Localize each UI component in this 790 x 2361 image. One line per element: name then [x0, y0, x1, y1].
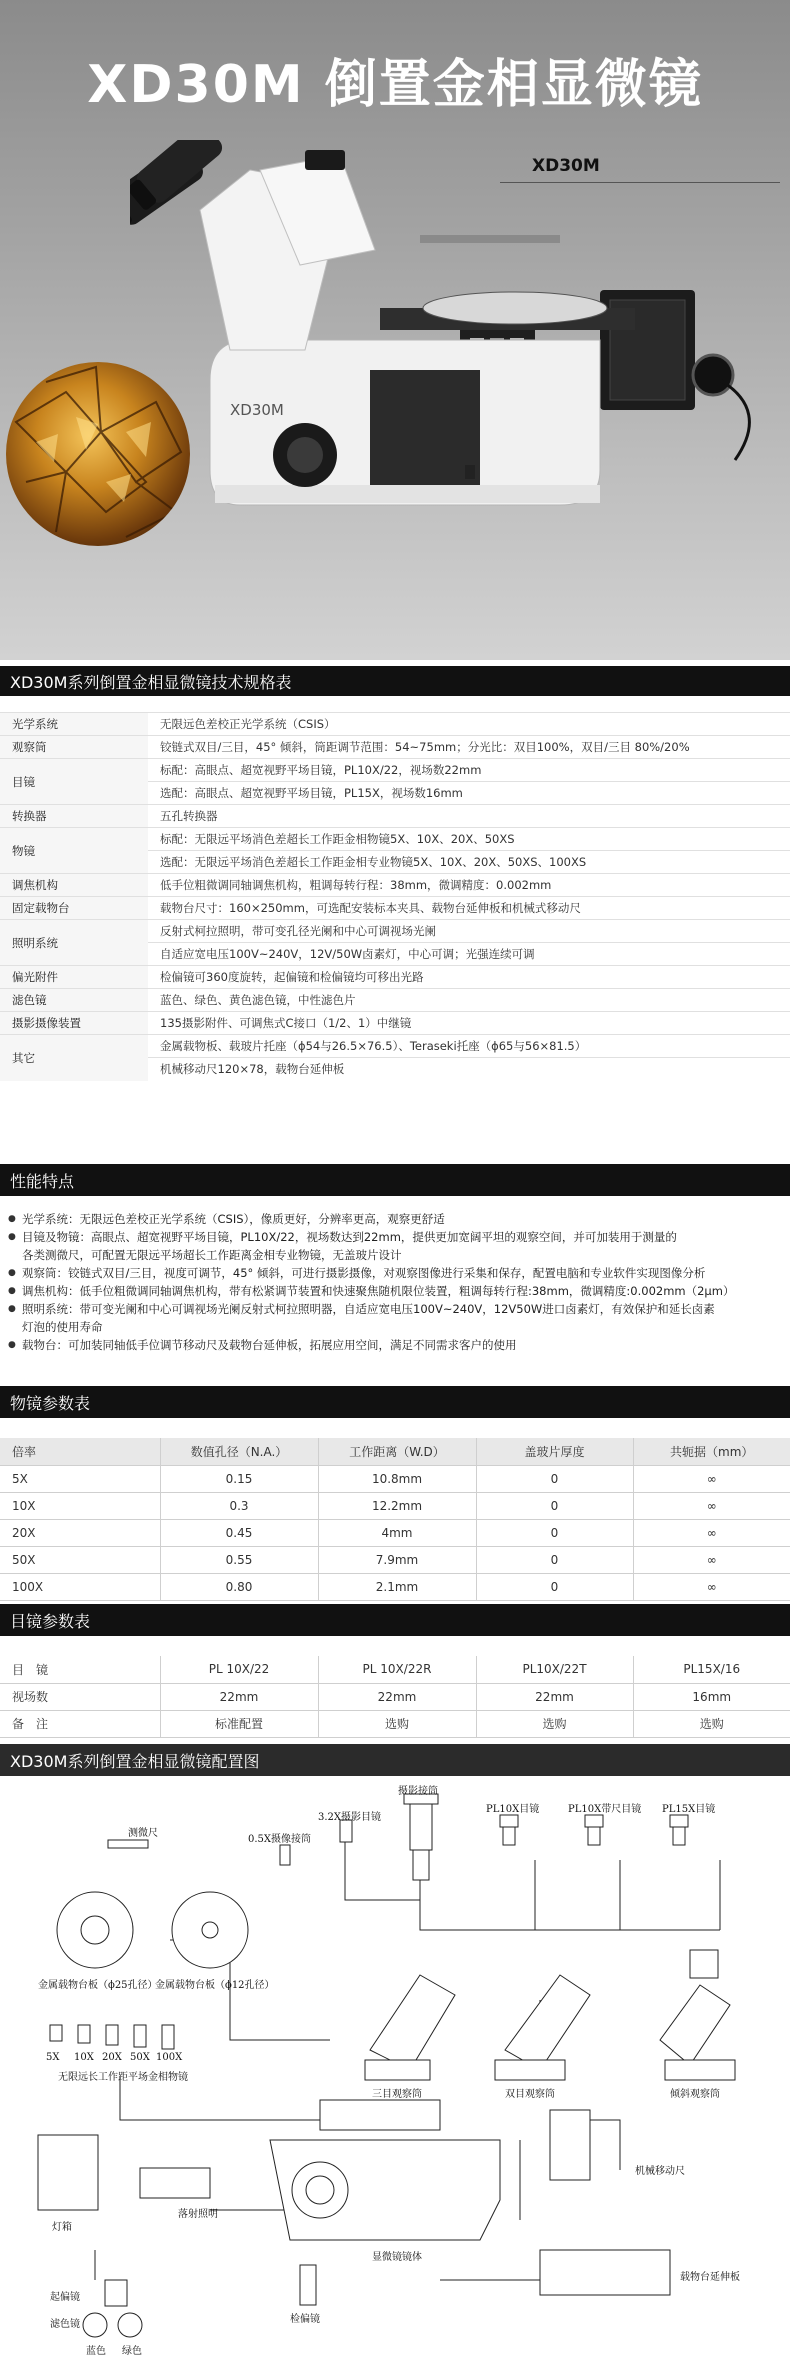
spec-value: 蓝色、绿色、黄色滤色镜，中性滤色片 — [148, 989, 790, 1012]
analyzer-label: 检偏镜 — [290, 2314, 320, 2325]
table-cell: 0 — [476, 1519, 633, 1546]
eyepieces-heading-bar — [0, 1604, 790, 1636]
trinocular-tube-label: 三目观察筒 — [372, 2089, 422, 2100]
spec-value: 机械移动尺120×78，载物台延伸板 — [148, 1058, 790, 1081]
objectives-caption: 无限远长工作距平场金相物镜 — [58, 2072, 188, 2083]
table-cell: 10X — [0, 1492, 160, 1519]
stage-plate-25-label: 金属载物台板（ϕ25孔径） — [38, 1980, 158, 1991]
column-header: 共轭据（mm） — [633, 1438, 790, 1465]
spec-key: 滤色镜 — [0, 989, 148, 1012]
column-header: 数值孔径（N.A.） — [160, 1438, 318, 1465]
feature-item: ● 观察筒：铰链式双目/三目，视度可调节，45° 倾斜，可进行摄影摄像，对观察图像进行采集和保存，配置电脑和专业软件实现图像分析 — [8, 1264, 788, 1282]
spec-row — [0, 713, 790, 736]
stage-extension-label: 载物台延伸板 — [680, 2272, 740, 2283]
table-cell: 标准配置 — [160, 1710, 318, 1737]
table-cell: 0.3 — [160, 1492, 318, 1519]
spec-key: 固定载物台 — [0, 897, 148, 920]
binocular-tube-label: 双目观察筒 — [505, 2089, 555, 2100]
column-header: 工作距离（W.D） — [318, 1438, 476, 1465]
table-cell: 20X — [0, 1519, 160, 1546]
features-list — [8, 1210, 788, 1354]
feature-item: ● 调焦机构：低手位粗微调同轴调焦机构，带有松紧调节装置和快速聚焦随机限位装置，粗调每转行程:38mm，微调精度:0.002mm（2μm） — [8, 1282, 788, 1300]
camera-eyepiece-label: 3.2X摄影目镜 — [318, 1812, 382, 1823]
table-cell: 22mm — [476, 1683, 633, 1710]
spec-value: 五孔转换器 — [148, 805, 790, 828]
column-header: PL 10X/22R — [318, 1656, 476, 1683]
spec-row — [0, 989, 790, 1012]
feature-item: ● 载物台：可加装同轴低手位调节移动尺及载物台延伸板，拓展应用空间，满足不同需求客户的使用 — [8, 1336, 788, 1354]
feature-item: ● 照明系统：带可变光阑和中心可调视场光阑反射式柯拉照明器，自适应宽电压100V~240V，12V50W进口卤素灯，有效保护和延长卤素 — [8, 1300, 788, 1318]
spec-key: 物镜 — [0, 828, 148, 874]
spec-value: 标配：无限远平场消色差超长工作距金相物镜5X、10X、20X、50XS — [148, 828, 790, 851]
config-heading: XD30M系列倒置金相显微镜配置图 — [10, 1751, 260, 1771]
table-row — [0, 1546, 790, 1573]
spec-value: 选配：高眼点、超宽视野平场目镜，PL15X，视场数16mm — [148, 782, 790, 805]
spec-key: 其它 — [0, 1035, 148, 1081]
spec-row — [0, 759, 790, 782]
spec-value: 自适应宽电压100V~240V，12V/50W卤素灯，中心可调；光强连续可调 — [148, 943, 790, 966]
objective-10x-label: 10X — [74, 2052, 94, 2063]
spec-table — [0, 712, 790, 1081]
table-cell: 0.15 — [160, 1465, 318, 1492]
objective-100x-label: 100X — [156, 2052, 183, 2063]
microscope-illustration — [130, 140, 770, 560]
table-header-row — [0, 1438, 790, 1465]
polarizer-label: 起偏镜 — [50, 2292, 80, 2303]
table-cell: 2.1mm — [318, 1573, 476, 1600]
spec-row — [0, 920, 790, 943]
table-cell: 选购 — [476, 1710, 633, 1737]
table-cell: 0.80 — [160, 1573, 318, 1600]
eyepiece-pl10r-label: PL10X带尺目镜 — [568, 1804, 642, 1815]
column-header: PL10X/22T — [476, 1656, 633, 1683]
spec-key: 摄影摄像装置 — [0, 1012, 148, 1035]
column-header: 盖玻片厚度 — [476, 1438, 633, 1465]
column-header: 目 镜 — [0, 1656, 160, 1683]
objective-50x-label: 50X — [130, 2052, 150, 2063]
feature-item-continued: 灯泡的使用寿命 — [22, 1320, 103, 1334]
spec-key: 目镜 — [0, 759, 148, 805]
micrometer-label: 测微尺 — [128, 1828, 158, 1839]
spec-row — [0, 1012, 790, 1035]
camera-adapter-label: 0.5X摄像接筒 — [248, 1834, 312, 1845]
column-header: PL 10X/22 — [160, 1656, 318, 1683]
spec-row — [0, 1035, 790, 1058]
feature-item: ● 光学系统：无限远色差校正光学系统（CSIS），像质更好，分辨率更高，观察更舒适 — [8, 1210, 788, 1228]
spec-row — [0, 874, 790, 897]
green-filter-label: 绿色 — [122, 2346, 142, 2357]
table-cell: 5X — [0, 1465, 160, 1492]
objective-20x-label: 20X — [102, 2052, 122, 2063]
objectives-heading: 物镜参数表 — [10, 1393, 91, 1413]
table-cell: 12.2mm — [318, 1492, 476, 1519]
spec-value: 无限远色差校正光学系统（CSIS） — [148, 713, 790, 736]
spec-heading-bar — [0, 666, 790, 696]
spec-value: 低手位粗微调同轴调焦机构，粗调每转行程：38mm，微调精度：0.002mm — [148, 874, 790, 897]
spec-row — [0, 828, 790, 851]
table-cell: ∞ — [633, 1492, 790, 1519]
table-cell: 0 — [476, 1492, 633, 1519]
table-cell: 4mm — [318, 1519, 476, 1546]
spec-heading: XD30M系列倒置金相显微镜技术规格表 — [10, 672, 292, 692]
table-cell: 视场数 — [0, 1683, 160, 1710]
table-row — [0, 1492, 790, 1519]
spec-key: 转换器 — [0, 805, 148, 828]
table-row — [0, 1519, 790, 1546]
column-header: PL15X/16 — [633, 1656, 790, 1683]
spec-value: 检偏镜可360度旋转，起偏镜和检偏镜均可移出光路 — [148, 966, 790, 989]
spec-value: 铰链式双目/三目，45° 倾斜，筒距调节范围：54~75mm；分光比：双目100%，双目/三目 80%/20% — [148, 736, 790, 759]
eyepieces-table — [0, 1656, 790, 1738]
table-cell: ∞ — [633, 1519, 790, 1546]
photo-tube-label: 摄影接筒 — [398, 1786, 438, 1797]
table-cell: 选购 — [318, 1710, 476, 1737]
hero-model-label: XD30M — [532, 156, 600, 176]
microscope-body-label: 显微镜镜体 — [372, 2252, 422, 2263]
objectives-heading-bar — [0, 1386, 790, 1418]
feature-item-continued: 各类测微尺，可配置无限远平场超长工作距离金相专业物镜，无盖玻片设计 — [22, 1248, 402, 1262]
spec-key: 照明系统 — [0, 920, 148, 966]
spec-value: 载物台尺寸：160×250mm，可选配安装标本夹具、载物台延伸板和机械式移动尺 — [148, 897, 790, 920]
body-model-text: XD30M — [230, 401, 284, 419]
filter-label: 滤色镜 — [50, 2319, 80, 2330]
eyepiece-pl10-label: PL10X目镜 — [486, 1804, 540, 1815]
tilting-tube-label: 倾斜观察筒 — [670, 2089, 720, 2100]
lamp-box-label: 灯箱 — [52, 2222, 72, 2233]
table-cell: 0 — [476, 1573, 633, 1600]
features-heading: 性能特点 — [10, 1171, 75, 1191]
objective-5x-label: 5X — [46, 2052, 60, 2063]
configuration-diagram — [0, 1780, 790, 2361]
feature-item: ● 目镜及物镜：高眼点、超宽视野平场目镜，PL10X/22，视场数达到22mm，提供更加宽阔平坦的观察空间，并可加装用于测量的 — [8, 1228, 788, 1246]
table-cell: 0.55 — [160, 1546, 318, 1573]
spec-value: 选配：无限远平场消色差超长工作距金相专业物镜5X、10X、20X、50XS、100XS — [148, 851, 790, 874]
product-title: XD30M 倒置金相显微镜 — [87, 55, 703, 115]
table-cell: 10.8mm — [318, 1465, 476, 1492]
table-cell: 备 注 — [0, 1710, 160, 1737]
table-cell: 22mm — [318, 1683, 476, 1710]
table-cell: 选购 — [633, 1710, 790, 1737]
table-cell: 0 — [476, 1465, 633, 1492]
koehler-illuminator-label: 落射照明 — [178, 2209, 218, 2220]
table-cell: 50X — [0, 1546, 160, 1573]
table-cell: 7.9mm — [318, 1546, 476, 1573]
table-row — [0, 1573, 790, 1600]
table-row — [0, 1465, 790, 1492]
spec-key: 偏光附件 — [0, 966, 148, 989]
hero-banner — [0, 0, 790, 660]
table-cell: ∞ — [633, 1546, 790, 1573]
table-cell: 0 — [476, 1546, 633, 1573]
table-header-row — [0, 1656, 790, 1683]
spec-value: 135摄影附件、可调焦式C接口（1/2、1）中继镜 — [148, 1012, 790, 1035]
table-cell: 0.45 — [160, 1519, 318, 1546]
eyepieces-heading: 目镜参数表 — [10, 1611, 91, 1631]
spec-value: 反射式柯拉照明，带可变孔径光阑和中心可调视场光阑 — [148, 920, 790, 943]
spec-row — [0, 805, 790, 828]
table-row — [0, 1710, 790, 1737]
spec-key: 观察筒 — [0, 736, 148, 759]
eyepiece-pl15-label: PL15X目镜 — [662, 1804, 716, 1815]
spec-value: 标配：高眼点、超宽视野平场目镜，PL10X/22，视场数22mm — [148, 759, 790, 782]
spec-row — [0, 736, 790, 759]
stage-plate-12-label: 金属载物台板（ϕ12孔径） — [155, 1980, 275, 1991]
features-heading-bar — [0, 1164, 790, 1196]
table-row — [0, 1683, 790, 1710]
table-cell: 16mm — [633, 1683, 790, 1710]
config-heading-bar — [0, 1744, 790, 1776]
spec-row — [0, 966, 790, 989]
spec-row — [0, 897, 790, 920]
column-header: 倍率 — [0, 1438, 160, 1465]
table-cell: 100X — [0, 1573, 160, 1600]
blue-filter-label: 蓝色 — [86, 2346, 106, 2357]
mechanical-stage-label: 机械移动尺 — [635, 2166, 685, 2177]
table-cell: 22mm — [160, 1683, 318, 1710]
table-cell: ∞ — [633, 1465, 790, 1492]
table-cell: ∞ — [633, 1573, 790, 1600]
spec-key: 调焦机构 — [0, 874, 148, 897]
objectives-table — [0, 1438, 790, 1601]
spec-key: 光学系统 — [0, 713, 148, 736]
spec-value: 金属载物板、载玻片托座（ϕ54与26.5×76.5）、Teraseki托座（ϕ65与56×81.5） — [148, 1035, 790, 1058]
